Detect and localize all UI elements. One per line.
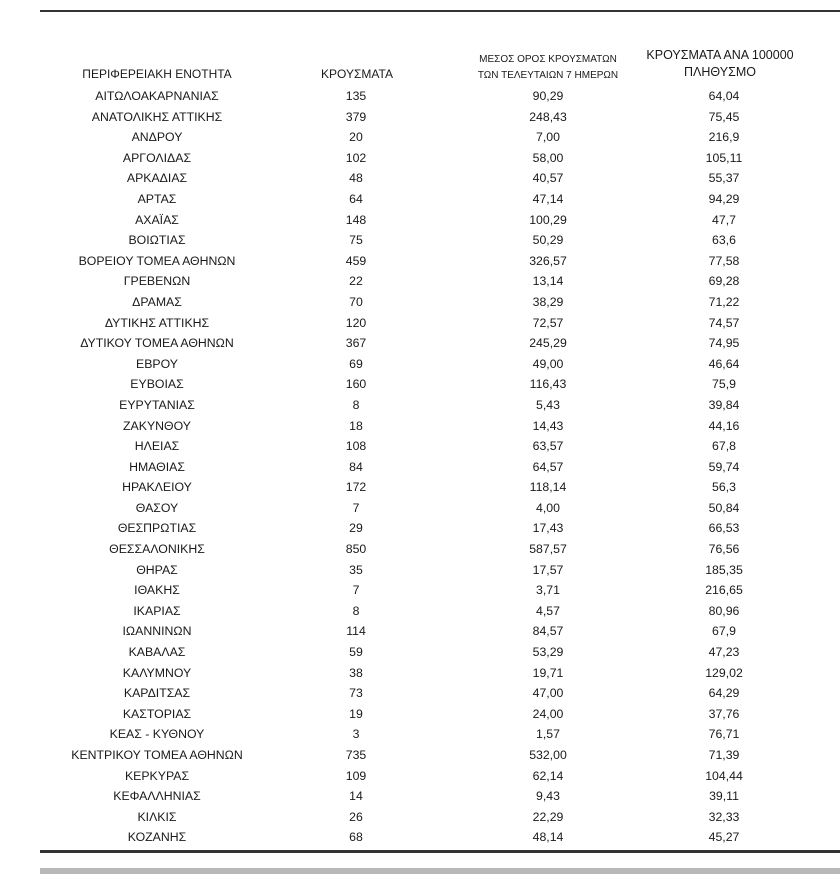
header-region bbox=[42, 66, 272, 82]
header-avg bbox=[448, 52, 648, 84]
cell-region: ΑΧΑΪΑΣ bbox=[135, 212, 179, 227]
cell-avg-7day: 532,00 bbox=[529, 748, 567, 762]
cell-per-100k: 50,84 bbox=[708, 500, 740, 515]
cell-cases: 7 bbox=[352, 583, 360, 598]
footer-bar bbox=[40, 868, 840, 874]
table-row bbox=[0, 478, 840, 499]
header-per-100k bbox=[640, 47, 800, 81]
header-per-line2: ΠΛΗΘΥΣΜΟ bbox=[684, 65, 756, 79]
cell-per-100k: 47,23 bbox=[708, 645, 740, 660]
cell-per-100k: 71,39 bbox=[708, 748, 740, 762]
cell-region: ΙΘΑΚΗΣ bbox=[134, 583, 180, 598]
cell-per-100k: 74,57 bbox=[708, 315, 740, 330]
cell-cases: 38 bbox=[349, 665, 363, 680]
cell-region: ΚΑΒΑΛΑΣ bbox=[128, 645, 186, 660]
header-per-line1: ΚΡΟΥΣΜΑΤΑ ΑΝΑ 100000 bbox=[646, 48, 794, 62]
cell-per-100k: 216,65 bbox=[705, 583, 743, 598]
table-row bbox=[0, 561, 840, 582]
cell-per-100k: 185,35 bbox=[705, 562, 743, 577]
cell-region: ΑΝΔΡΟΥ bbox=[131, 130, 183, 145]
cell-per-100k: 32,33 bbox=[708, 809, 740, 824]
table-row bbox=[0, 375, 840, 396]
table-row bbox=[0, 87, 840, 108]
cell-region: ΚΕΝΤΡΙΚΟΥ ΤΟΜΕΑ ΑΘΗΝΩΝ bbox=[71, 748, 243, 762]
cell-per-100k: 66,53 bbox=[708, 521, 740, 536]
cell-avg-7day: 100,29 bbox=[529, 212, 567, 227]
cell-avg-7day: 72,57 bbox=[532, 315, 564, 330]
table-bottom-rule bbox=[40, 850, 840, 853]
cell-cases: 459 bbox=[345, 253, 367, 268]
cell-region: ΒΟΙΩΤΙΑΣ bbox=[128, 233, 186, 248]
cell-region: ΑΙΤΩΛΟΑΚΑΡΝΑΝΙΑΣ bbox=[95, 89, 219, 103]
table-top-rule bbox=[40, 10, 840, 12]
cell-per-100k: 59,74 bbox=[708, 459, 740, 474]
cell-per-100k: 129,02 bbox=[705, 665, 743, 680]
cell-per-100k: 67,9 bbox=[712, 624, 736, 639]
cell-cases: 26 bbox=[349, 809, 363, 824]
cell-cases: 18 bbox=[349, 418, 363, 433]
cell-per-100k: 75,45 bbox=[708, 109, 740, 124]
table-row bbox=[0, 417, 840, 438]
cell-per-100k: 76,56 bbox=[708, 542, 740, 557]
cell-avg-7day: 47,14 bbox=[532, 191, 564, 206]
cell-region: ΕΥΒΟΙΑΣ bbox=[130, 377, 184, 392]
cell-per-100k: 94,29 bbox=[708, 191, 740, 206]
cell-per-100k: 63,6 bbox=[712, 233, 736, 248]
table-row bbox=[0, 190, 840, 211]
cell-avg-7day: 1,57 bbox=[536, 727, 560, 742]
cell-region: ΚΑΡΔΙΤΣΑΣ bbox=[123, 686, 191, 701]
table-row bbox=[0, 725, 840, 746]
cell-avg-7day: 64,57 bbox=[532, 459, 564, 474]
cell-cases: 379 bbox=[345, 109, 367, 124]
table-row bbox=[0, 643, 840, 664]
cell-avg-7day: 63,57 bbox=[532, 439, 564, 454]
cell-region: ΔΥΤΙΚΟΥ ΤΟΜΕΑ ΑΘΗΝΩΝ bbox=[80, 336, 234, 351]
cell-cases: 114 bbox=[346, 624, 366, 639]
cell-cases: 108 bbox=[345, 439, 367, 454]
cell-region: ΚΕΦΑΛΛΗΝΙΑΣ bbox=[113, 789, 201, 804]
cell-cases: 20 bbox=[349, 130, 363, 145]
table-row bbox=[0, 252, 840, 273]
cell-region: ΚΑΛΥΜΝΟΥ bbox=[122, 665, 192, 680]
cell-region: ΚΕΑΣ - ΚΥΘΝΟΥ bbox=[109, 727, 205, 742]
cell-per-100k: 64,29 bbox=[708, 686, 740, 701]
table-row bbox=[0, 355, 840, 376]
cell-cases: 8 bbox=[352, 397, 360, 412]
cell-per-100k: 37,76 bbox=[708, 706, 740, 721]
table-row bbox=[0, 684, 840, 705]
cell-cases: 160 bbox=[345, 377, 367, 392]
cell-region: ΙΚΑΡΙΑΣ bbox=[133, 603, 181, 618]
cell-cases: 14 bbox=[349, 789, 363, 804]
cell-region: ΙΩΑΝΝΙΝΩΝ bbox=[122, 624, 192, 639]
table-row bbox=[0, 664, 840, 685]
table-row bbox=[0, 787, 840, 808]
table-row bbox=[0, 602, 840, 623]
table-row bbox=[0, 437, 840, 458]
cell-region: ΚΙΛΚΙΣ bbox=[137, 809, 177, 824]
table-body bbox=[0, 87, 840, 849]
cell-cases: 109 bbox=[345, 768, 367, 783]
cell-avg-7day: 50,29 bbox=[532, 233, 564, 248]
cell-cases: 120 bbox=[345, 315, 367, 330]
cell-region: ΑΡΚΑΔΙΑΣ bbox=[126, 171, 188, 186]
cell-avg-7day: 17,57 bbox=[532, 562, 564, 577]
cell-avg-7day: 62,14 bbox=[532, 768, 564, 783]
cell-cases: 850 bbox=[345, 542, 367, 557]
cell-cases: 3 bbox=[352, 727, 360, 742]
table-row bbox=[0, 828, 840, 849]
cell-avg-7day: 40,57 bbox=[532, 171, 564, 186]
cell-region: ΒΟΡΕΙΟΥ ΤΟΜΕΑ ΑΘΗΝΩΝ bbox=[78, 253, 236, 268]
table-row bbox=[0, 272, 840, 293]
cell-avg-7day: 14,43 bbox=[532, 418, 564, 433]
cell-cases: 73 bbox=[349, 686, 363, 701]
header-avg-line2: ΤΩΝ ΤΕΛΕΥΤΑΙΩΝ 7 ΗΜΕΡΩΝ bbox=[477, 70, 619, 81]
cell-avg-7day: 245,29 bbox=[529, 336, 567, 351]
header-avg-line1: ΜΕΣΟΣ ΟΡΟΣ ΚΡΟΥΣΜΑΤΩΝ bbox=[479, 54, 617, 65]
cell-avg-7day: 587,57 bbox=[529, 542, 567, 557]
table-row bbox=[0, 396, 840, 417]
cell-cases: 102 bbox=[345, 150, 367, 165]
cell-per-100k: 105,11 bbox=[705, 150, 743, 165]
cell-avg-7day: 248,43 bbox=[529, 109, 567, 124]
cell-avg-7day: 17,43 bbox=[532, 521, 564, 536]
cell-avg-7day: 118,14 bbox=[529, 480, 567, 495]
cell-cases: 70 bbox=[349, 294, 363, 309]
cell-per-100k: 45,27 bbox=[708, 830, 740, 845]
table-row bbox=[0, 767, 840, 788]
table-row bbox=[0, 314, 840, 335]
table-row bbox=[0, 581, 840, 602]
cell-per-100k: 216,9 bbox=[708, 130, 740, 145]
table-row bbox=[0, 108, 840, 129]
cell-avg-7day: 84,57 bbox=[532, 624, 564, 639]
cell-per-100k: 46,64 bbox=[708, 356, 740, 371]
cell-per-100k: 44,16 bbox=[708, 418, 740, 433]
cell-cases: 19 bbox=[349, 706, 363, 721]
cell-region: ΗΡΑΚΛΕΙΟΥ bbox=[122, 480, 192, 495]
table-row bbox=[0, 705, 840, 726]
cell-region: ΔΡΑΜΑΣ bbox=[132, 294, 182, 309]
cell-cases: 84 bbox=[349, 459, 363, 474]
cell-region: ΚΕΡΚΥΡΑΣ bbox=[124, 768, 190, 783]
cell-region: ΑΡΓΟΛΙΔΑΣ bbox=[122, 150, 192, 165]
cell-per-100k: 75,9 bbox=[712, 377, 736, 392]
cell-cases: 64 bbox=[349, 191, 363, 206]
cell-per-100k: 39,11 bbox=[709, 789, 739, 804]
table-row bbox=[0, 169, 840, 190]
cell-avg-7day: 19,71 bbox=[532, 665, 564, 680]
cell-per-100k: 69,28 bbox=[708, 274, 740, 289]
cell-region: ΕΒΡΟΥ bbox=[136, 356, 178, 371]
cell-cases: 69 bbox=[349, 356, 363, 371]
cell-avg-7day: 4,00 bbox=[536, 500, 560, 515]
cell-per-100k: 64,04 bbox=[708, 89, 740, 103]
cell-region: ΖΑΚΥΝΘΟΥ bbox=[123, 418, 191, 433]
cell-per-100k: 104,44 bbox=[705, 768, 743, 783]
cell-per-100k: 71,22 bbox=[708, 294, 740, 309]
table-row bbox=[0, 211, 840, 232]
cell-region: ΘΗΡΑΣ bbox=[136, 562, 178, 577]
cell-avg-7day: 116,43 bbox=[529, 377, 567, 392]
cell-avg-7day: 7,00 bbox=[536, 130, 560, 145]
cell-avg-7day: 326,57 bbox=[529, 253, 567, 268]
cell-avg-7day: 53,29 bbox=[532, 645, 564, 660]
cell-cases: 148 bbox=[345, 212, 367, 227]
cell-cases: 172 bbox=[345, 480, 367, 495]
cell-cases: 7 bbox=[352, 500, 360, 515]
cell-avg-7day: 38,29 bbox=[532, 294, 564, 309]
cell-region: ΗΛΕΙΑΣ bbox=[134, 439, 180, 454]
cell-region: ΘΕΣΠΡΩΤΙΑΣ bbox=[117, 521, 197, 536]
table-row bbox=[0, 540, 840, 561]
table-row bbox=[0, 293, 840, 314]
cell-cases: 367 bbox=[345, 336, 367, 351]
cell-per-100k: 55,37 bbox=[708, 171, 740, 186]
cell-per-100k: 76,71 bbox=[708, 727, 740, 742]
table-row bbox=[0, 622, 840, 643]
cell-cases: 59 bbox=[349, 645, 363, 660]
cell-cases: 68 bbox=[349, 830, 363, 845]
cell-per-100k: 47,7 bbox=[712, 212, 736, 227]
cell-region: ΚΑΣΤΟΡΙΑΣ bbox=[122, 706, 192, 721]
table-row bbox=[0, 334, 840, 355]
cell-avg-7day: 90,29 bbox=[532, 89, 564, 103]
cell-region: ΓΡΕΒΕΝΩΝ bbox=[123, 274, 191, 289]
cell-avg-7day: 9,43 bbox=[536, 789, 560, 804]
cell-region: ΘΕΣΣΑΛΟΝΙΚΗΣ bbox=[109, 542, 205, 557]
cell-cases: 29 bbox=[349, 521, 363, 536]
cell-per-100k: 67,8 bbox=[712, 439, 736, 454]
cell-avg-7day: 47,00 bbox=[532, 686, 564, 701]
table-row bbox=[0, 458, 840, 479]
cell-per-100k: 56,3 bbox=[712, 480, 736, 495]
table-row bbox=[0, 519, 840, 540]
cell-region: ΔΥΤΙΚΗΣ ΑΤΤΙΚΗΣ bbox=[104, 315, 210, 330]
table-row bbox=[0, 128, 840, 149]
cell-cases: 735 bbox=[345, 748, 367, 762]
header-cases bbox=[292, 66, 422, 82]
cell-region: ΑΡΤΑΣ bbox=[137, 191, 177, 206]
cell-cases: 135 bbox=[345, 89, 367, 103]
cell-cases: 35 bbox=[349, 562, 363, 577]
table-row bbox=[0, 746, 840, 767]
table-row bbox=[0, 499, 840, 520]
cell-cases: 22 bbox=[349, 274, 363, 289]
header-region-label: ΠΕΡΙΦΕΡΕΙΑΚΗ ΕΝΟΤΗΤΑ bbox=[82, 67, 232, 81]
cell-region: ΘΑΣΟΥ bbox=[135, 500, 179, 515]
cell-region: ΗΜΑΘΙΑΣ bbox=[129, 459, 185, 474]
cell-per-100k: 39,84 bbox=[708, 397, 740, 412]
cell-avg-7day: 5,43 bbox=[536, 397, 560, 412]
table-row bbox=[0, 149, 840, 170]
cell-per-100k: 74,95 bbox=[708, 336, 740, 351]
cell-avg-7day: 13,14 bbox=[532, 274, 564, 289]
cell-avg-7day: 24,00 bbox=[532, 706, 564, 721]
cell-cases: 48 bbox=[349, 171, 363, 186]
cell-avg-7day: 49,00 bbox=[532, 356, 564, 371]
cell-per-100k: 77,58 bbox=[708, 253, 740, 268]
cell-per-100k: 80,96 bbox=[708, 603, 740, 618]
cell-cases: 8 bbox=[352, 603, 360, 618]
cell-avg-7day: 58,00 bbox=[532, 150, 564, 165]
header-cases-label: ΚΡΟΥΣΜΑΤΑ bbox=[321, 67, 393, 81]
cell-avg-7day: 3,71 bbox=[536, 583, 560, 598]
cell-region: ΚΟΖΑΝΗΣ bbox=[127, 830, 187, 845]
cell-avg-7day: 4,57 bbox=[536, 603, 560, 618]
table-row bbox=[0, 808, 840, 829]
cell-avg-7day: 22,29 bbox=[532, 809, 564, 824]
table-row bbox=[0, 231, 840, 252]
cell-region: ΑΝΑΤΟΛΙΚΗΣ ΑΤΤΙΚΗΣ bbox=[91, 109, 223, 124]
cell-cases: 75 bbox=[349, 233, 363, 248]
cell-region: ΕΥΡΥΤΑΝΙΑΣ bbox=[119, 397, 195, 412]
cell-avg-7day: 48,14 bbox=[532, 830, 564, 845]
